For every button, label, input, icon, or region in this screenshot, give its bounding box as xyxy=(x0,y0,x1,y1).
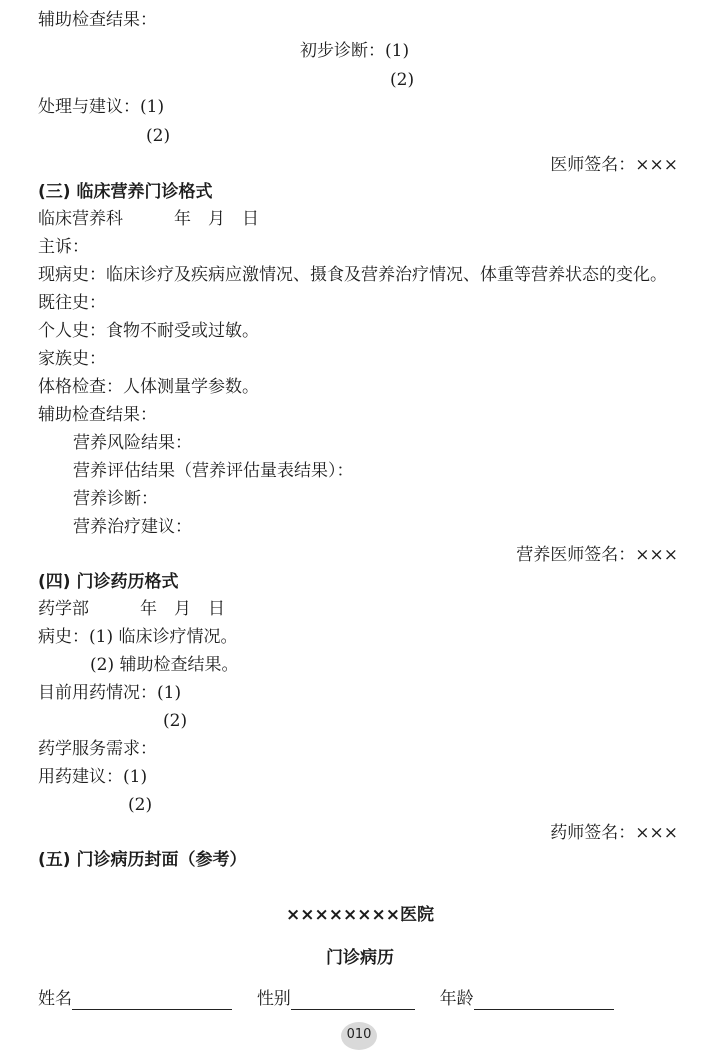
gender-field[interactable] xyxy=(291,991,415,1010)
present-illness: 现病史：临床诊疗及疾病应激情况、摄食及营养治疗情况、体重等营养状态的变化。 xyxy=(38,265,667,285)
preliminary-diagnosis-2: (2) xyxy=(390,70,415,90)
aux-results-label-2: 辅助检查结果： xyxy=(38,405,157,425)
medical-history-2: (2) 辅助检查结果。 xyxy=(90,655,239,675)
page-number: 010 xyxy=(341,1022,377,1050)
record-title: 门诊病历 xyxy=(326,948,394,968)
personal-history: 个人史：食物不耐受或过敏。 xyxy=(38,321,259,341)
hospital-name: ××××××××医院 xyxy=(286,905,434,925)
chief-complaint: 主诉： xyxy=(38,237,89,257)
family-history: 家族史： xyxy=(38,349,106,369)
past-history: 既往史： xyxy=(38,293,106,313)
pharmacist-signature: 药师签名：××× xyxy=(550,823,678,843)
nutrition-diagnosis: 营养诊断： xyxy=(73,489,158,509)
section3-heading: (三) 临床营养门诊格式 xyxy=(38,182,213,202)
pharmacy-service-needs: 药学服务需求： xyxy=(38,739,157,759)
preliminary-diagnosis-1: 初步诊断：(1) xyxy=(300,41,410,61)
dietitian-signature: 营养医师签名：××× xyxy=(516,545,678,565)
current-medications-1: 目前用药情况：(1) xyxy=(38,683,182,703)
doctor-signature: 医师签名：××× xyxy=(550,155,678,175)
age-field[interactable] xyxy=(474,991,614,1010)
gender-label: 性别 xyxy=(256,989,291,1009)
nutrition-treatment-advice: 营养治疗建议： xyxy=(73,517,192,537)
pharmacy-dept-date: 药学部 年 月 日 xyxy=(38,599,225,619)
nutrition-assessment-result: 营养评估结果（营养评估量表结果）： xyxy=(73,461,354,481)
age-label: 年龄 xyxy=(439,989,474,1009)
treatment-advice-1: 处理与建议：(1) xyxy=(38,97,165,117)
current-medications-2: (2) xyxy=(163,711,188,731)
physical-exam: 体格检查：人体测量学参数。 xyxy=(38,377,259,397)
section5-heading: (五) 门诊病历封面（参考） xyxy=(38,850,247,870)
treatment-advice-2: (2) xyxy=(146,126,171,146)
name-label: 姓名 xyxy=(38,989,72,1009)
nutrition-dept-date: 临床营养科 年 月 日 xyxy=(38,209,259,229)
aux-results-label: 辅助检查结果： xyxy=(38,10,157,30)
patient-info-row xyxy=(38,988,614,1010)
nutrition-risk-result: 营养风险结果： xyxy=(73,433,192,453)
medical-history-1: 病史：(1) 临床诊疗情况。 xyxy=(38,627,238,647)
name-field[interactable] xyxy=(72,991,232,1010)
medication-advice-1: 用药建议：(1) xyxy=(38,767,148,787)
section4-heading: (四) 门诊药历格式 xyxy=(38,572,179,592)
medication-advice-2: (2) xyxy=(128,795,153,815)
